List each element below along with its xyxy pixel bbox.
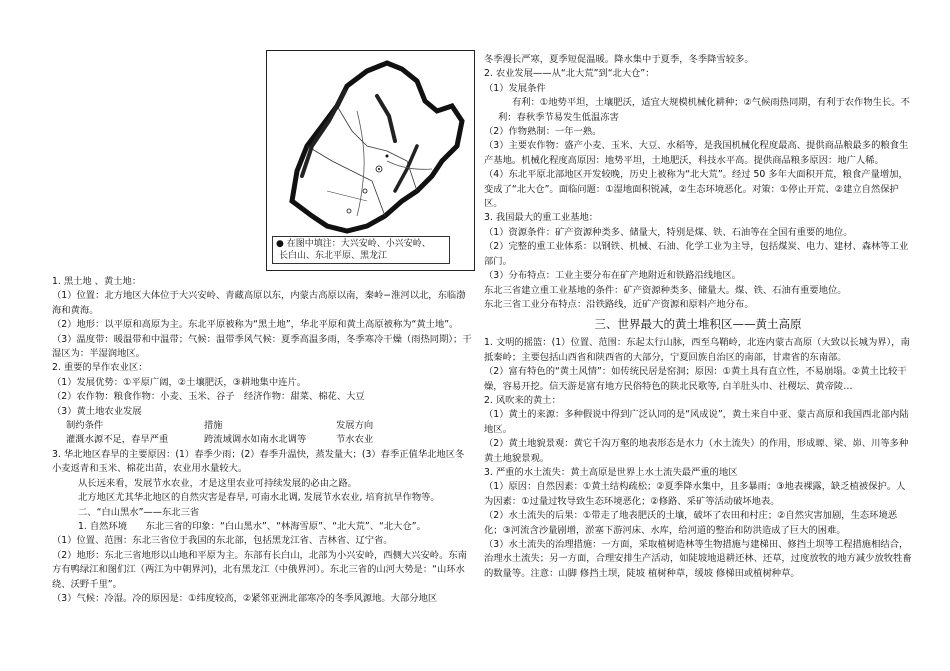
northeast-terrain: （2）地形：东北三省地形以山地和平原为主。东部有长白山，北部为小兴安岭，西侧大兴安岭。东南方有鸭绿江和图们江（两江为中朝界河)，北有黑龙江（中俄界河）。东北三省的山河大势是：“山环水绕、沃野千里”。: [52, 549, 467, 590]
cradle-of-civilization: 1. 文明的摇篮：(1）位置、范围：东起太行山脉，西至乌鞘岭，北连内蒙古高原（大致以长城为界），南抵秦岭；主要包括山西省和陕西省的大部分，宁夏回族自治区的南部，甘肃省的东南部。: [484, 337, 910, 363]
map-border: [292, 63, 462, 231]
northeast-climate: （3）气候：冷湿。冷的原因是：①纬度较高，②紧邻亚洲北部寒冷的冬季风源地。大部分地区: [52, 592, 438, 604]
section1-title: 1. 黑土地 、黄土地：: [52, 276, 142, 287]
agri-dev-title: 2. 农业发展——从“北大荒”到“北大仓”：: [484, 68, 655, 80]
base-conditions: 东北三省建立重工业基地的条件：矿产资源种类多、储量大。煤、铁、石油有重要地位。: [484, 284, 847, 296]
map-legend-line2: 长白山、东北平原、黑龙江: [279, 251, 388, 261]
section-northeast-title: 二、“白山黑水”——东北三省: [78, 506, 200, 518]
distribution-feature: （3）分布特点：工业主要分布在矿产地附近和铁路沿线地区。: [484, 270, 741, 282]
soil-erosion-title: 3. 严重的水土流失：黄土高原是世界上水土流失最严重的地区: [484, 466, 738, 478]
climate-continuation: 冬季漫长严寒，夏季短促温暖。降水集中于夏季，冬季降雪较多。: [484, 54, 754, 65]
lesser-khingan-range: [377, 96, 395, 141]
water-saving-note: 从长远来看，发展节水农业，才是这里农业可持续发展的必由之路。: [78, 477, 357, 489]
paragraph-terrain: （2）地形：以平原和高原为主。东北平原被称为“黑土地”，华北平原和黄土高原被称为“黄土地”。: [52, 319, 459, 331]
erosion-consequences: （2）水土流失的后果：①带走了地表肥沃的土壤，破坏了农田和村庄；②自然灾害加剧，生态环境恶化；③河流含沙量剧增，淤塞下游河床、水库，给河道的整治和防洪造成了巨大的困难。: [484, 510, 898, 536]
city-marker-3: [363, 189, 367, 193]
spring-drought-causes: 3. 华北地区春旱的主要原因：(1）春季少雨；(2）春季升温快，蒸发量大；(3）春季正值华北地区冬小麦返青和玉米、棉花出苗，农业用水量较大。: [52, 448, 465, 475]
cropping-system: （2）作物熟制：一年一熟。: [484, 126, 602, 138]
northeast-map: [266, 50, 475, 271]
crops-line: （2）农作物：粮食作物：小麦、玉米、谷子 经济作物：甜菜、棉花、大豆: [52, 391, 365, 403]
northeast-location: （1）位置、范围：东北三省位于我国的东北部，包括黑龙江省、吉林省、辽宁省。: [52, 535, 393, 547]
industry-system: （2）完整的重工业体系：以钢铁、机械、石油、化学工业为主导，包括煤炭、电力、建材、森林等工业部门。: [484, 241, 909, 267]
table-header-row: [52, 419, 472, 433]
table-header-constraint: 制约条件: [66, 420, 104, 432]
table-cell-measure: 跨流域调水如南水北调等: [204, 434, 307, 446]
erosion-causes: （1）原因：自然因素：①黄土结构疏松；②夏季降水集中，且多暴雨；③地表裸露，缺乏植被保护。人为因素：①过量过牧导致生态环境恶化；②修路、采矿等活动破坏地表。: [484, 481, 906, 507]
map-legend: [272, 236, 450, 264]
loess-landforms: （2）黄土地貌景观：黄它千沟万壑的地表形态是水力（水土流失）的作用，形成塬、梁、峁、川等多种黄土地貌景观。: [484, 438, 909, 464]
resource-conditions: （1）资源条件：矿产资源种类多、储量大，特别是煤、铁、石油等在全国有重要的地位。: [484, 226, 853, 238]
erosion-measures: （3）水土流失的治理措施：一方面，采取植树造林等生物措施与建梯田、修挡土坝等工程措施相结合，治理水土流失；另一方面，合理安排生产活动，如陡坡地退耕还林、还草，过度放牧的地方减少放牧牲畜的数量等。注意：山脚 修挡土坝，陡坡 植树种草，缓坡 修梯田或植树种草。: [484, 539, 912, 579]
section2-title: 2. 重要的旱作农业区：: [52, 362, 148, 374]
main-crops: （3）主要农作物：盛产小麦、玉米、大豆、水稻等，是我国机械化程度最高、提供商品粮最多的粮食生产基地。机械化程度高原因：地势平坦，土地肥沃，科技水平高。提供商品粮多原因：地广人稀。: [484, 140, 909, 166]
table-row: [52, 433, 472, 447]
loess-origin: （1）黄土的来源：多种假说中得到广泛认同的是“风成说”，黄土来自中亚、蒙古高原和我国西北部内陆地区。: [484, 409, 909, 435]
map-legend-line1: ● 在图中填注：大兴安岭、小兴安岭、: [276, 239, 431, 249]
loess-agri-title: （3）黄土地农业发展: [52, 405, 142, 417]
table-header-measure: 措施: [204, 420, 223, 432]
natural-environment-line: 1. 自然环境 东北三省的印象：“白山黑水”、“林海雪原”、“北大荒”、“北大仓”。: [78, 520, 426, 532]
province-line-2: [307, 146, 385, 216]
industry-distribution: 东北三省工业分布特点：沿铁路线，近矿产资源和原料产地分布。: [484, 298, 754, 310]
province-line: [337, 106, 417, 191]
heavy-industry-title: 3. 我国最大的重工业基地：: [484, 212, 599, 224]
greater-khingan-range: [302, 91, 345, 176]
dev-conditions-title: （1）发展条件: [484, 82, 546, 94]
city-marker-4: [347, 209, 351, 213]
table-cell-direction: 节水农业: [336, 434, 374, 446]
section-loess-title: 三、世界最大的黄土堆积区——黄土高原: [594, 317, 802, 332]
loess-customs: （2）富有特色的“黄土风情”：如传统民居是窑洞；原因：①黄土具有直立性，不易崩塌。②黄土比较干燥，容易开挖。信天游是富有地方民俗特色的陕北民歌等, 白羊肚头巾、社稷坛、黄帝陵…: [484, 366, 907, 392]
beidahuang-text: （4）东北平原北部地区开发较晚，历史上被称为“北大荒”。经过 50 多年大面积开荒，粮食产量增加，变成了“北大仓”。面临问题：①湿地面积锐减，②生态环境恶化。对策：①停止开荒、②建立自然保护区。: [484, 169, 908, 210]
right-column: [484, 53, 912, 581]
disaster-note: 北方地区尤其华北地区的自然灾害是春旱, 可南水北调, 发展节水农业, 培育抗旱作物等。: [78, 492, 440, 504]
paragraph-location: （1）位置：北方地区大体位于大兴安岭、青藏高原以东，内蒙古高原以南，秦岭−淮河以北，东临渤海和黄海。: [52, 290, 466, 316]
left-column: [52, 275, 472, 606]
city-marker-2: [378, 168, 380, 170]
table-header-direction: 发展方向: [336, 420, 374, 432]
windblown-loess-title: 2. 风吹来的黄土：: [484, 394, 561, 406]
table-cell-constraint: 灌溉水源不足，春旱严重: [66, 434, 169, 446]
dev-conditions-text: 有利：①地势平坦，土壤肥沃，适宜大规模机械化耕种；②气候雨热同期，有利于农作物生长。不利：春秋季节易发生低温冻害: [498, 97, 910, 123]
city-marker-5: [386, 155, 389, 158]
advantage-line: （1）发展优势：①平原广阔，②土壤肥沃，③耕地集中连片。: [52, 376, 307, 388]
paragraph-climate: （3）温度带：暖温带和中温带；气候：温带季风气候：夏季高温多雨，冬季寒冷干燥（雨热同期）；干湿区为：半湿润地区。: [52, 333, 472, 360]
